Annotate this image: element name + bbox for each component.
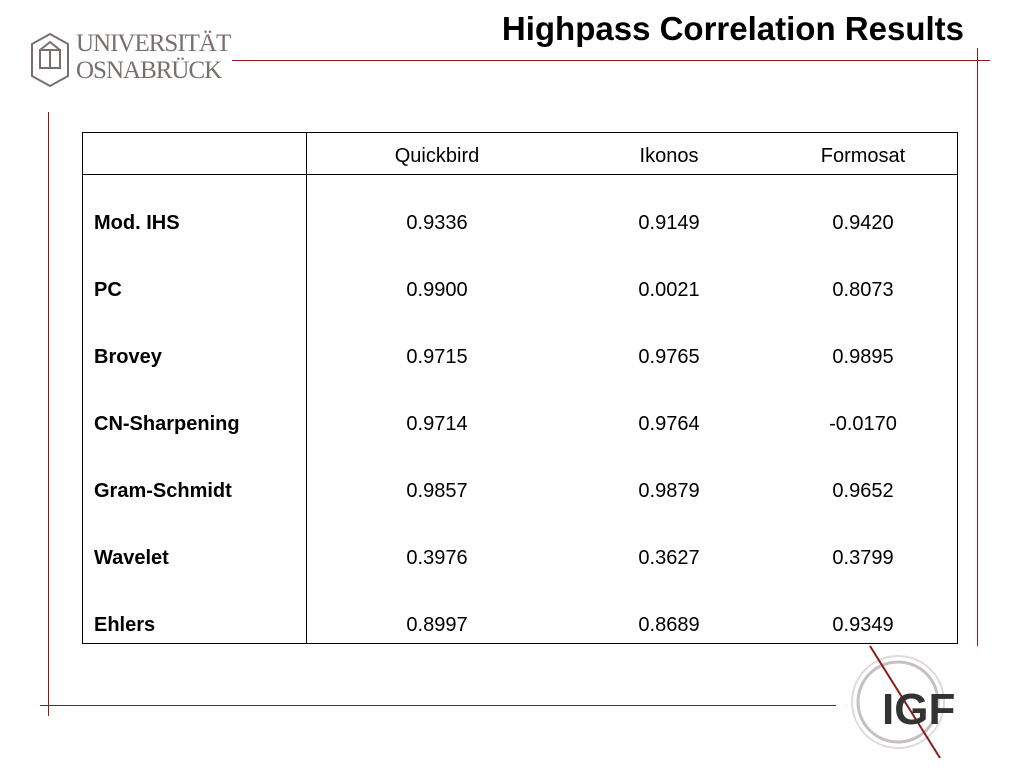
cell-formosat: 0.9895 — [832, 346, 894, 368]
slide-title: Highpass Correlation Results — [501, 10, 964, 47]
cell-ikonos: 0.9879 — [638, 480, 700, 502]
frame-right-line — [977, 48, 978, 646]
university-crest-icon — [28, 30, 72, 88]
igf-logo-icon — [848, 642, 958, 762]
results-table — [82, 132, 958, 644]
cell-formosat: 0.3799 — [832, 547, 894, 569]
row-label: Wavelet — [94, 547, 169, 569]
cell-ikonos: 0.9765 — [638, 346, 700, 368]
cell-ikonos: 0.8689 — [638, 614, 700, 636]
row-label: PC — [94, 279, 122, 301]
cell-quickbird: 0.3976 — [406, 547, 468, 569]
frame-left-line — [48, 112, 49, 716]
university-name-line2: OSNABRÜCK — [76, 57, 222, 84]
cell-ikonos: 0.0021 — [638, 279, 700, 301]
cell-quickbird: 0.9900 — [406, 279, 468, 301]
cell-formosat: 0.8073 — [832, 279, 894, 301]
row-label: Brovey — [94, 346, 162, 368]
row-label: Ehlers — [94, 614, 156, 636]
frame-bottom-line — [40, 705, 836, 706]
row-label: CN-Sharpening — [94, 413, 240, 435]
cell-formosat: -0.0170 — [829, 413, 897, 435]
cell-formosat: 0.9420 — [832, 212, 894, 234]
cell-ikonos: 0.9764 — [638, 413, 700, 435]
university-name-line1: UNIVERSITÄT — [76, 30, 231, 57]
row-label: Mod. IHS — [94, 212, 180, 234]
frame-top-line — [232, 60, 990, 61]
igf-logo-text: IGF — [882, 685, 956, 734]
university-name — [76, 30, 231, 84]
cell-quickbird: 0.9336 — [406, 212, 468, 234]
header-formosat: Formosat — [820, 145, 906, 167]
table-column-divider — [306, 133, 307, 643]
cell-formosat: 0.9652 — [832, 480, 894, 502]
cell-quickbird: 0.9715 — [406, 346, 468, 368]
cell-ikonos: 0.9149 — [638, 212, 700, 234]
table-header-divider — [83, 174, 957, 175]
row-label: Gram-Schmidt — [94, 480, 232, 502]
university-logo — [28, 28, 231, 90]
cell-ikonos: 0.3627 — [638, 547, 700, 569]
igf-logo — [848, 642, 958, 762]
header-quickbird: Quickbird — [394, 145, 480, 167]
cell-quickbird: 0.9714 — [406, 413, 468, 435]
cell-formosat: 0.9349 — [832, 614, 894, 636]
header-ikonos: Ikonos — [639, 145, 699, 167]
cell-quickbird: 0.9857 — [406, 480, 468, 502]
cell-quickbird: 0.8997 — [406, 614, 468, 636]
